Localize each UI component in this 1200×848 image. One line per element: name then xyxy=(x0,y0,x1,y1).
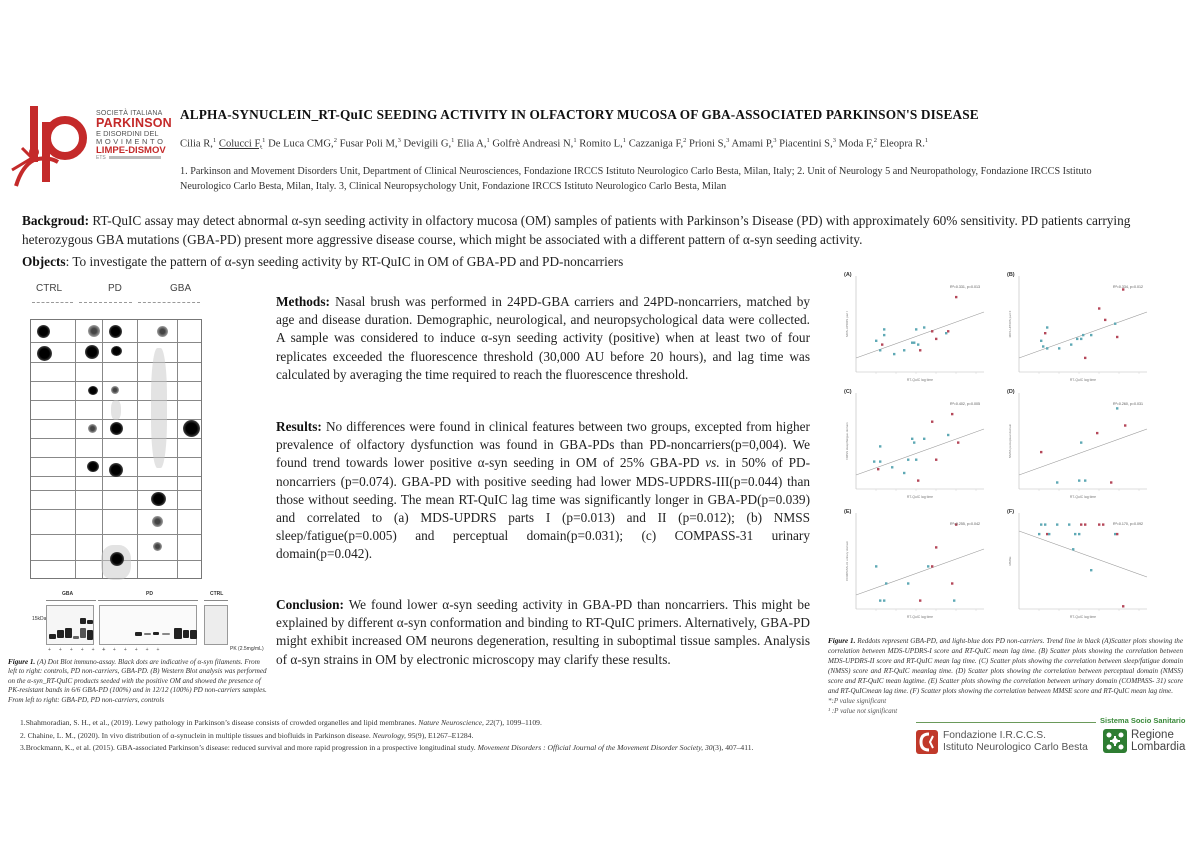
svg-text:NMSS sleep/fatigue domain: NMSS sleep/fatigue domain xyxy=(845,422,849,460)
p-note-not-significant: ¹ :P value not significant xyxy=(828,707,898,715)
author-list xyxy=(180,137,1190,150)
references xyxy=(20,717,920,755)
background-text: RT-QuIC assay may detect abnormal α-syn seeding activity in olfactory mucosa (OM) samples of patients with Parkinson’s Disease (PD) with approximately 60% sensitivity. PD patients carrying heterozygous GBA mutations (GBA-PD) present more aggressive disease course, which might be associated with a different pattern of α-syn seeding activity. xyxy=(22,213,1131,247)
svg-text:R²=0.402, p=0.005: R²=0.402, p=0.005 xyxy=(950,402,980,406)
svg-text:R²=0.334, p=0.012: R²=0.334, p=0.012 xyxy=(1113,285,1143,289)
svg-text:R²=0.260, p=0.031: R²=0.260, p=0.031 xyxy=(1113,402,1143,406)
divider xyxy=(79,302,132,303)
wb-panel-ctrl xyxy=(204,605,228,645)
author-affiliation-number: 1 xyxy=(451,137,455,144)
figure-1a-caption xyxy=(8,658,270,705)
svg-text:RT-QuIC lag time: RT-QuIC lag time xyxy=(1069,378,1097,382)
author-name: De Luca CMG, xyxy=(268,138,334,150)
figure-1b-caption xyxy=(828,636,1183,716)
plot-label: (D) xyxy=(1007,389,1015,395)
pk-plus-row: + + + + + + xyxy=(48,647,109,653)
logo-line: E DISORDINI DEL xyxy=(96,129,159,139)
logo-line: SOCIETÀ ITALIANA xyxy=(96,110,163,117)
results-text: No differences were found in clinical features between two groups, excepted from higher prevalence of olfactory dysfunction was found in GBA-PDs than PD-noncarriers(p=0,004). We found trend towards lower positive α-syn seeding in OM of 25% GBA-PD xyxy=(276,419,810,471)
wb-panel-pd xyxy=(99,605,197,645)
results-label: Results: xyxy=(276,419,322,434)
author-affiliation-number: 3 xyxy=(832,137,836,144)
parkinson-society-logo-icon xyxy=(8,100,98,188)
reference-item: 1.Shahmoradian, S. H., et al., (2019). Lewy pathology in Parkinson’s disease consists of crowded organelles and lipid membranes. Nature Neuroscience, 22(7), 1099–1109. xyxy=(20,718,542,727)
author-name: Colucci F, xyxy=(218,138,263,150)
wb-group-label: GBA xyxy=(62,591,74,597)
author-affiliation-number: 1 xyxy=(486,137,490,144)
pk-label: PK (2.5mg/mL) xyxy=(230,646,264,652)
results-vs: vs. xyxy=(705,455,720,471)
pk-plus-row: + + + + + + xyxy=(102,647,163,653)
caption-label: Figure 1. xyxy=(8,658,36,666)
methods-label: Methods: xyxy=(276,294,330,309)
svg-text:RT-QuIC lag time: RT-QuIC lag time xyxy=(1069,615,1097,619)
plot-label: (C) xyxy=(844,389,852,395)
conclusion-text: We found lower α-syn seeding activity in GBA-PD than noncarriers. This might be explained by different α-syn conformation and binding to RT-QuIC primers. Alternatively, GBA-PD might exhibit increased OM neurons degeneration, resulting in suboptimal tissue samples. Analysis of α-syn strains in OM by electronic microscopy may clarify these results. xyxy=(276,597,810,667)
divider xyxy=(138,302,200,303)
author-name: Cazzaniga F, xyxy=(628,138,684,150)
objects-text: : To investigate the pattern of α-syn seeding activity by RT-QuIC in OM of GBA-PD and PD-noncarriers xyxy=(65,254,624,269)
author-name: Prioni S, xyxy=(689,138,727,150)
author-affiliation-number: 2 xyxy=(873,137,877,144)
dot-blot-grid xyxy=(30,319,202,579)
author-name: Devigili G, xyxy=(403,138,452,150)
svg-text:RT-QuIC lag time: RT-QuIC lag time xyxy=(906,495,934,499)
author-affiliation-number: 3 xyxy=(773,137,777,144)
wb-group-label: CTRL xyxy=(210,591,224,597)
dot-blot-column-header: PD xyxy=(108,283,122,294)
dot-blot-column-header: GBA xyxy=(170,283,192,294)
author-affiliation-number: 3 xyxy=(726,137,730,144)
regione-lombardia-logo-icon xyxy=(1103,729,1127,753)
svg-text:R²=0.170, p=0.092: R²=0.170, p=0.092 xyxy=(1113,522,1143,526)
plot-label: (A) xyxy=(844,272,852,278)
scatter-plot-c xyxy=(842,385,1002,499)
background-label: Backgroud: xyxy=(22,213,89,228)
caption-text: (A) Dot Blot immuno-assay. Black dots are indicative of α-syn filaments. From left to right: controls, PD non-carriers, GBA-PD. (B) Western Blot analysis was performed on the α-syn_RT-QuIC products seeded with the positive OM and showed the presence of PK-resistant bands in 6/6 GBA-PD (100%) and in 12/12 (100%) PD non-carriers samples. From left to right: GBA-PD, PD non-carriers, controls xyxy=(8,658,267,704)
results-text: in 50% of PD-noncarriers (p=0.074). GBA-PD with positive seeding had lower MDS-UPDRS-III(p=0.044) than those without seeding. The mean RT-QuIC lag time was significantly longer in GBA-PD(p=0.039) and correlated to (a) MDS-UPDRS parts I (p=0.013) and II (p=0.012); (b) NMSS sleep/fatigue(p=0.005) and perceptual domain(p=0.031); (c) COMPASS-31 urinary domain(p=0.042). xyxy=(276,455,810,562)
caption-text: Reddots represent GBA-PD, and light-blue dots PD non-carriers. Trend line in black (A)Scatter plots showing the correlation between MDS-UPDRS-I score and RT-QuIC mean lag time. (B) Scatter plots showing the correlation between MDS-UPDRS-II score and RT-QuIC mean lag time. (C) Scatter plots showing the correlation between sleep/fatigue domain (NMSS) score and RT-QuIC meanlag time. (D) Scatter plots showing the correlation between perceptual domain (NMSS) score and RT-QuIC mean lagtime. (E) Scatter plots showing the correlation between urinary domain (COMPASS- 31) score and RT-QuICmean lag time. (F) Scatter plots showing the correlation between MMSE score and RT-QuIC mean lag time. xyxy=(828,637,1183,695)
plot-label: (E) xyxy=(844,509,852,515)
author-affiliation-number: 2 xyxy=(333,137,337,144)
objects-label: Objects xyxy=(22,254,66,269)
objects-section xyxy=(22,254,822,270)
logo-line: LIMPE-DISMOV xyxy=(96,145,166,157)
caption-label: Figure 1. xyxy=(828,637,856,645)
scatter-plot-a xyxy=(842,268,1002,382)
plot-label: (B) xyxy=(1007,272,1015,278)
reference-item: 2. Chahine, L. M., (2020). In vivo distribution of α-synuclein in multiple tissues and biofluids in Parkinson disease. Neurology, 95(9), E1267–E1284. xyxy=(20,730,474,740)
svg-text:COMPASS-31 urinary domain: COMPASS-31 urinary domain xyxy=(845,541,849,581)
sistema-socio-sanitario-label: Sistema Socio Sanitario xyxy=(1100,716,1186,725)
logo-line: MOVIMENTO xyxy=(96,137,166,147)
wb-panel-gba xyxy=(46,605,94,645)
divider xyxy=(32,302,73,303)
dot-blot-column-header: CTRL xyxy=(36,283,63,294)
divider xyxy=(916,722,1096,723)
scatter-plot-e xyxy=(842,505,1002,619)
svg-text:R²=0.331, p=0.013: R²=0.331, p=0.013 xyxy=(950,285,980,289)
svg-text:RT-QuIC lag time: RT-QuIC lag time xyxy=(906,378,934,382)
poster-title: ALPHA-SYNUCLEIN_RT-QuIC SEEDING ACTIVITY IN OLFACTORY MUCOSA OF GBA-ASSOCIATED PARKINSON'S DISEASE xyxy=(180,107,979,122)
p-note-significant: *:P value significant xyxy=(828,697,887,705)
author-affiliation-number: 1 xyxy=(573,137,577,144)
author-name: Moda F, xyxy=(838,138,874,150)
scatter-plot-b xyxy=(1005,268,1165,382)
author-name: Romito L, xyxy=(579,138,623,150)
wb-marker-label: 15kDa xyxy=(32,616,47,622)
regione-lombardia-name: Regione Lombardia xyxy=(1131,729,1186,753)
methods-text: Nasal brush was performed in 24PD-GBA carriers and 24PD-noncarriers, matched by age and disease duration. Demographic, neurological, and neuropsychological data were collected. A sample was considered to induce α-syn seeding activity (positive) when at least two of four replicates exceeded the fluorescence threshold (30,000 AU before 20 hours), and lag time was calculated by averaging the time required to reach the fluorescence threshold. xyxy=(276,294,810,382)
methods-section xyxy=(276,293,810,384)
logo-line: PARKINSON xyxy=(96,116,172,131)
besta-institution-name: Fondazione I.R.C.C.S. Istituto Neurologico Carlo Besta xyxy=(943,730,1088,753)
author-name: Eleopra R. xyxy=(879,138,925,150)
author-affiliation-number: 1 xyxy=(924,137,929,144)
dot-blot-figure xyxy=(30,283,230,583)
conclusion-label: Conclusion: xyxy=(276,597,344,612)
scatter-plot-d xyxy=(1005,385,1165,499)
svg-text:MMSE: MMSE xyxy=(1008,556,1012,566)
scatter-plot-f xyxy=(1005,505,1165,619)
svg-text:MDS-UPDRS part II: MDS-UPDRS part II xyxy=(1008,310,1012,338)
svg-text:RT-QuIC lag time: RT-QuIC lag time xyxy=(906,615,934,619)
svg-text:MDS-UPDRS part I: MDS-UPDRS part I xyxy=(845,311,849,337)
author-name: Golfrè Andreasi N, xyxy=(492,138,574,150)
besta-logo-icon xyxy=(916,730,938,754)
author-name: Amami P, xyxy=(731,138,774,150)
western-blot-figure xyxy=(30,585,270,655)
author-affiliation-number: 2 xyxy=(683,137,687,144)
author-affiliation-number: 1 xyxy=(262,137,266,144)
author-affiliation-number: 1 xyxy=(212,137,217,144)
svg-text:R²=0.255, p=0.042: R²=0.255, p=0.042 xyxy=(950,522,980,526)
affiliations: 1. Parkinson and Movement Disorders Unit, Department of Clinical Neurosciences, Fondazione IRCCS Istituto Neurologico Carlo Besta, Milan, Italy; 2. Unit of Neurology 5 and Neuropathology, Fondazione IRCCS Istituto Neurologico Carlo Besta, Milan, Italy. 3, Clinical Neuropsychology Unit, Fondazione IRCCS Istituto Neurologico Carlo Besta, Milan xyxy=(180,166,1092,192)
author-affiliation-number: 1 xyxy=(622,137,627,144)
svg-text:NMSS perceptual domain: NMSS perceptual domain xyxy=(1008,423,1012,459)
reference-item: 3.Brockmann, K., et al. (2015). GBA-associated Parkinson’s disease: reduced survival and more rapid progression in a prospective longitudinal study. Movement Disorders : Official Journal of the Movement Disorder Society, 30(3), 407–411. xyxy=(20,743,754,752)
author-name: Piacentini S, xyxy=(779,138,833,150)
results-section xyxy=(276,418,810,564)
author-name: Cilia R, xyxy=(180,138,213,150)
author-name: Fusar Poli M, xyxy=(339,138,398,150)
conclusion-section xyxy=(276,596,810,669)
background-section xyxy=(22,211,1190,249)
logo-line: ETS xyxy=(96,155,106,162)
wb-group-label: PD xyxy=(146,591,153,597)
svg-text:RT-QuIC lag time: RT-QuIC lag time xyxy=(1069,495,1097,499)
author-affiliation-number: 3 xyxy=(397,137,401,144)
plot-label: (F) xyxy=(1007,509,1015,515)
author-name: Elia A, xyxy=(457,138,487,150)
logo-bar xyxy=(109,156,161,159)
limpe-dismov-logo xyxy=(8,100,173,188)
